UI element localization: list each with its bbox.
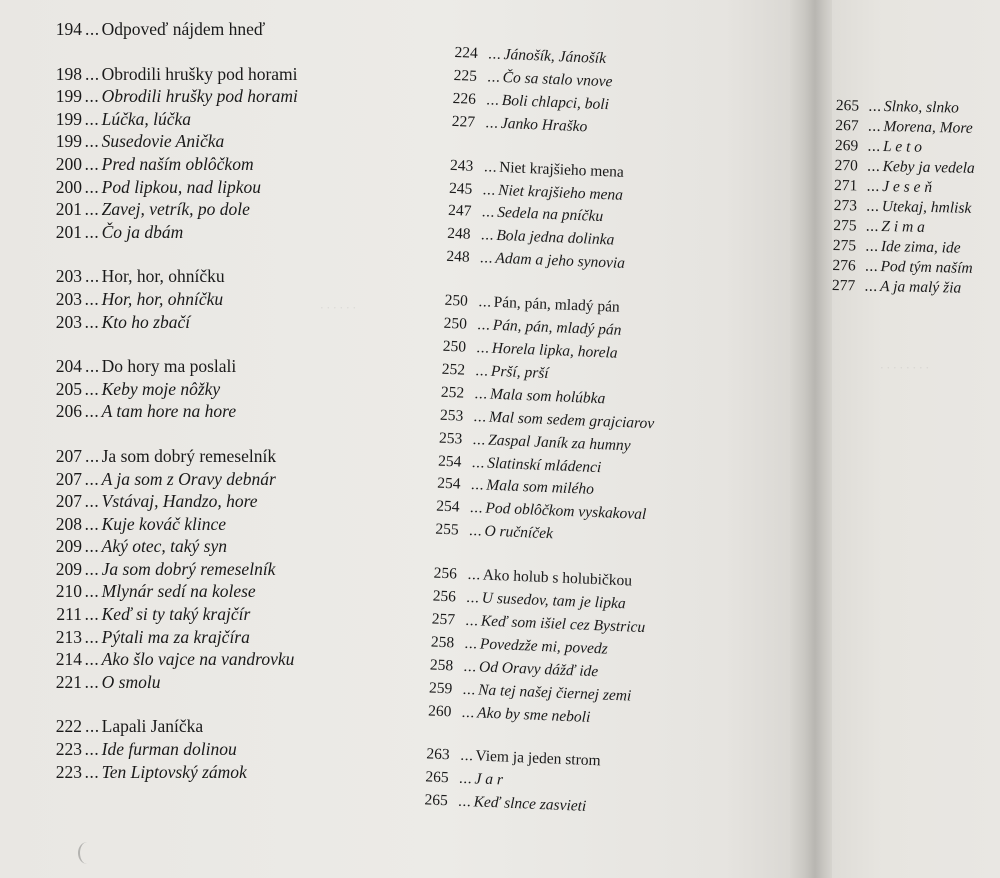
song-title: Niet krajšieho mena <box>498 158 625 181</box>
song-title: Lapali Janíčka <box>101 716 204 737</box>
leader-dots: ... <box>466 588 481 607</box>
leader-dots: ... <box>85 221 100 242</box>
toc-entry <box>38 108 398 131</box>
leader-dots: ... <box>85 649 100 670</box>
page-number: 227 <box>451 112 476 131</box>
leader-dots: ... <box>85 401 100 422</box>
leader-dots: ... <box>85 266 100 287</box>
leader-dots: ... <box>471 453 486 472</box>
toc-entry <box>38 85 398 108</box>
song-title: Morena, More <box>883 118 973 137</box>
song-title: Jánošík, Jánošík <box>503 45 607 68</box>
page-number: 213 <box>55 626 82 647</box>
leader-dots: ... <box>467 566 482 584</box>
page-number: 250 <box>442 337 467 356</box>
page-number: 256 <box>433 564 458 583</box>
page-number: 200 <box>55 176 82 197</box>
song-title: Pod tým naším <box>880 257 973 277</box>
page-number: 259 <box>428 679 453 698</box>
leader-dots: ... <box>85 356 100 377</box>
leader-dots: ... <box>85 63 100 84</box>
leader-dots: ... <box>85 626 100 647</box>
leader-dots: ... <box>85 761 100 782</box>
song-title: A ja malý žia <box>879 277 962 297</box>
page-number: 226 <box>452 89 477 108</box>
toc-entry <box>38 400 398 423</box>
leader-dots: ... <box>487 68 502 86</box>
page-number: 263 <box>426 745 450 764</box>
leader-dots: ... <box>85 491 100 512</box>
leader-dots: ... <box>85 153 100 174</box>
song-title: Pán, pán, mladý pán <box>492 316 622 339</box>
leader-dots: ... <box>458 793 472 811</box>
song-title: Keby ja vedela <box>882 157 975 177</box>
song-title: Pod oblôčkom vyskakoval <box>485 499 647 524</box>
song-title: Ja som dobrý remeselník <box>101 445 277 466</box>
page-number: 203 <box>55 266 82 287</box>
toc-entry <box>38 221 398 244</box>
song-title: Hor, hor, ohníčku <box>101 266 225 287</box>
toc-entry <box>38 176 398 199</box>
toc-entry <box>38 648 398 671</box>
leader-dots: ... <box>866 217 880 235</box>
song-title: Čo sa stalo vnove <box>502 68 613 91</box>
song-title: Slatinskí mládenci <box>486 454 602 476</box>
leader-dots: ... <box>85 131 100 152</box>
toc-entry <box>38 761 398 784</box>
pencil-mark <box>78 842 96 864</box>
toc-entry <box>38 63 398 86</box>
song-title: Sedela na pníčku <box>496 204 604 226</box>
song-title: Mala som milého <box>486 477 595 499</box>
page-number: 275 <box>832 236 857 255</box>
toc-entry <box>38 671 398 694</box>
page-number: 210 <box>55 581 82 602</box>
song-title: J e s e ň <box>882 177 933 197</box>
song-title: Odpoveď nájdem hneď <box>101 19 266 39</box>
page-number: 194 <box>55 19 82 39</box>
song-title: A tam hore na hore <box>101 401 237 422</box>
leader-dots: ... <box>478 293 493 311</box>
leader-dots: ... <box>85 311 100 332</box>
page-number: 209 <box>55 536 82 557</box>
page-number: 222 <box>55 716 82 737</box>
leader-dots: ... <box>483 157 498 176</box>
toc-entry <box>38 535 398 558</box>
toc-entry <box>38 445 398 468</box>
song-title: Do hory ma poslali <box>101 356 237 377</box>
toc-entry <box>38 738 398 761</box>
page-number: 248 <box>446 248 470 267</box>
page-number: 199 <box>55 131 82 152</box>
page-number: 203 <box>55 311 82 332</box>
song-title: Boli chlapci, boli <box>501 91 610 114</box>
page-number: 207 <box>55 445 82 466</box>
song-title: Obrodili hrušky pod horami <box>101 63 298 84</box>
page-number: 204 <box>55 356 82 377</box>
leader-dots: ... <box>85 378 100 399</box>
toc-entry <box>38 490 398 513</box>
leader-dots: ... <box>472 430 487 449</box>
leader-dots: ... <box>488 45 503 63</box>
toc-entry <box>38 468 398 491</box>
page-number: 200 <box>55 153 82 174</box>
page-number: 250 <box>443 314 468 333</box>
leader-dots: ... <box>85 19 100 39</box>
toc-entry <box>38 288 398 311</box>
leader-dots: ... <box>463 657 478 676</box>
leader-dots: ... <box>460 747 474 765</box>
song-title: O ručníček <box>484 522 554 543</box>
page-number: 243 <box>449 156 474 175</box>
song-title: Z i m a <box>881 217 926 236</box>
leader-dots: ... <box>485 114 500 132</box>
song-title: Pod lipkou, nad lipkou <box>101 176 262 197</box>
leader-dots: ... <box>469 499 484 517</box>
toc-entry <box>38 715 398 738</box>
leader-dots: ... <box>474 384 489 403</box>
leader-dots: ... <box>465 611 480 630</box>
leader-dots: ... <box>85 739 100 760</box>
toc-entry <box>38 153 398 176</box>
song-title: Utekaj, hmlisk <box>881 197 972 217</box>
song-title: Slnko, slnko <box>883 98 959 117</box>
song-title: Keď som išiel cez Bystricu <box>480 612 646 637</box>
toc-entry <box>38 513 398 536</box>
toc-column-left <box>38 18 398 783</box>
page-number: 208 <box>55 513 82 534</box>
page-number: 253 <box>439 406 464 425</box>
song-title: Povedzže mi, povedz <box>479 635 609 658</box>
toc-column-middle <box>424 42 785 826</box>
leader-dots: ... <box>480 249 494 267</box>
page-number: 214 <box>55 649 82 670</box>
song-title: Ide zima, ide <box>880 237 961 257</box>
song-title: Kto ho zbačí <box>101 311 191 332</box>
page-number: 207 <box>55 491 82 512</box>
page-number: 273 <box>833 196 858 215</box>
song-title: Niet krajšieho mena <box>497 181 624 204</box>
leader-dots: ... <box>867 157 881 175</box>
toc-entry <box>38 130 398 153</box>
leader-dots: ... <box>477 316 492 334</box>
toc-entry <box>38 355 398 378</box>
page-number: 276 <box>832 256 856 275</box>
leader-dots: ... <box>85 199 100 220</box>
page-number: 209 <box>55 558 82 579</box>
song-title: Ten Liptovský zámok <box>101 761 247 782</box>
leader-dots: ... <box>866 177 881 195</box>
song-title: Adam a jeho synovia <box>495 250 626 273</box>
leader-dots: ... <box>85 468 100 489</box>
leader-dots: ... <box>85 86 100 107</box>
leader-dots: ... <box>868 117 882 135</box>
leader-dots: ... <box>459 770 473 788</box>
song-title: Kuje kováč klince <box>101 513 227 534</box>
page-number: 275 <box>833 216 857 235</box>
toc-entry <box>38 311 398 334</box>
page-number: 270 <box>834 156 858 175</box>
leader-dots: ... <box>462 680 477 699</box>
leader-dots: ... <box>476 339 491 357</box>
page-number: 201 <box>55 199 82 220</box>
song-title: Mal som sedem grajciarov <box>488 408 655 432</box>
leader-dots: ... <box>85 536 100 557</box>
leader-dots: ... <box>864 277 879 295</box>
leader-dots: ... <box>865 237 880 255</box>
page-number: 248 <box>446 225 471 244</box>
page-number: 203 <box>55 288 82 309</box>
leader-dots: ... <box>469 522 483 540</box>
toc-entry <box>38 198 398 221</box>
page-number: 221 <box>55 671 82 692</box>
song-title: Keď slnce zasvieti <box>473 793 587 816</box>
page-number: 258 <box>429 656 454 675</box>
page-number: 225 <box>453 66 478 85</box>
toc-entry <box>38 265 398 288</box>
page-number: 265 <box>835 96 860 115</box>
bleed-through-text: · · · · · · · · <box>880 360 929 375</box>
page-number: 252 <box>440 383 465 402</box>
leader-dots: ... <box>475 361 490 380</box>
song-title: Hor, hor, ohníčku <box>101 288 224 309</box>
page-number: 265 <box>424 791 449 810</box>
leader-dots: ... <box>868 97 883 115</box>
page-number: 211 <box>56 604 82 625</box>
page-number: 254 <box>437 452 462 471</box>
song-title: Na tej našej čiernej zemi <box>477 681 632 705</box>
page-number: 199 <box>55 86 82 107</box>
page-number: 206 <box>55 401 82 422</box>
leader-dots: ... <box>85 671 100 692</box>
song-title: Pán, pán, mladý pán <box>493 293 621 316</box>
song-title: Susedovie Anička <box>101 131 225 152</box>
song-title: Pýtali ma za krajčíra <box>101 626 250 647</box>
toc-entry <box>38 378 398 401</box>
page-number: 223 <box>55 739 82 760</box>
leader-dots: ... <box>85 581 100 602</box>
song-title: Keby moje nôžky <box>101 378 221 399</box>
leader-dots: ... <box>481 203 496 222</box>
toc-column-right <box>832 96 1000 300</box>
song-title: U susedov, tam je lipka <box>481 589 626 613</box>
page-number: 207 <box>55 468 82 489</box>
song-title: Aký otec, taký syn <box>101 536 227 557</box>
song-title: Ide furman dolinou <box>101 739 237 760</box>
song-title: Lúčka, lúčka <box>101 108 192 129</box>
leader-dots: ... <box>85 288 100 309</box>
song-title: Ako by sme neboli <box>476 704 591 726</box>
page-number: 224 <box>454 43 479 62</box>
page-number: 267 <box>835 116 859 135</box>
song-title: A ja som z Oravy debnár <box>101 468 276 489</box>
page-number: 260 <box>427 702 452 720</box>
song-title: Keď si ty taký krajčír <box>101 604 251 625</box>
page-number: 250 <box>444 291 469 310</box>
page-number: 277 <box>831 276 856 295</box>
leader-dots: ... <box>85 604 100 625</box>
leader-dots: ... <box>866 197 880 215</box>
page-number: 247 <box>447 202 472 221</box>
song-title: Ako šlo vajce na vandrovku <box>101 649 295 670</box>
song-title: J a r <box>474 770 504 789</box>
song-title: Janko Hraško <box>500 114 588 136</box>
leader-dots: ... <box>865 257 879 275</box>
page-number: 254 <box>436 497 460 516</box>
page-number: 201 <box>55 221 82 242</box>
song-title: Obrodili hrušky pod horami <box>101 86 298 107</box>
page-number: 269 <box>834 136 859 155</box>
toc-entry <box>38 558 398 581</box>
leader-dots: ... <box>867 137 882 155</box>
page-number: 253 <box>438 429 463 448</box>
song-title: Ako holub s holubičkou <box>482 566 633 590</box>
leader-dots: ... <box>85 108 100 129</box>
song-title: Ja som dobrý remeselník <box>101 558 276 579</box>
song-title: Pred naším oblôčkom <box>101 153 254 174</box>
song-title: Bola jedna dolinka <box>496 227 615 249</box>
page-number: 198 <box>55 63 82 84</box>
page-number: 223 <box>55 761 82 782</box>
leader-dots: ... <box>482 180 497 199</box>
leader-dots: ... <box>486 91 501 109</box>
song-title: Horela lipka, horela <box>491 339 618 362</box>
page-number: 245 <box>448 179 473 198</box>
page-number: 258 <box>430 633 455 652</box>
leader-dots: ... <box>85 445 100 466</box>
song-title: Mlynár sedí na kolese <box>101 581 256 602</box>
song-title: Zavej, vetrík, po dole <box>101 199 250 220</box>
leader-dots: ... <box>464 634 479 653</box>
toc-entry <box>38 18 398 41</box>
song-title: Prší, prší <box>490 362 549 382</box>
song-title: Čo ja dbám <box>101 221 184 242</box>
page-number: 199 <box>55 108 82 129</box>
page-number: 252 <box>441 360 466 379</box>
song-title: Vstávaj, Handzo, hore <box>101 491 258 512</box>
leader-dots: ... <box>85 716 100 737</box>
page-number: 265 <box>425 768 450 787</box>
toc-entry <box>38 626 398 649</box>
page-number: 205 <box>55 378 82 399</box>
song-title: Viem ja jeden strom <box>475 747 601 770</box>
leader-dots: ... <box>85 176 100 197</box>
page-number: 257 <box>431 610 456 629</box>
bleed-through-text: · · · · · · <box>320 300 356 315</box>
toc-entry <box>38 580 398 603</box>
song-title: Od Oravy dážď ide <box>478 658 599 680</box>
leader-dots: ... <box>470 476 485 494</box>
page-number: 256 <box>432 587 457 606</box>
page-number: 271 <box>833 176 858 195</box>
song-title: Zaspal Janík za humny <box>487 431 631 454</box>
leader-dots: ... <box>85 558 100 579</box>
song-title: L e t o <box>882 137 923 156</box>
leader-dots: ... <box>461 703 476 721</box>
leader-dots: ... <box>480 226 495 245</box>
page-number: 255 <box>435 520 459 539</box>
toc-entry <box>38 603 398 626</box>
leader-dots: ... <box>473 407 488 426</box>
leader-dots: ... <box>85 513 100 534</box>
song-title: O smolu <box>101 671 161 692</box>
page-number: 254 <box>436 475 461 493</box>
song-title: Mala som holúbka <box>489 385 606 408</box>
